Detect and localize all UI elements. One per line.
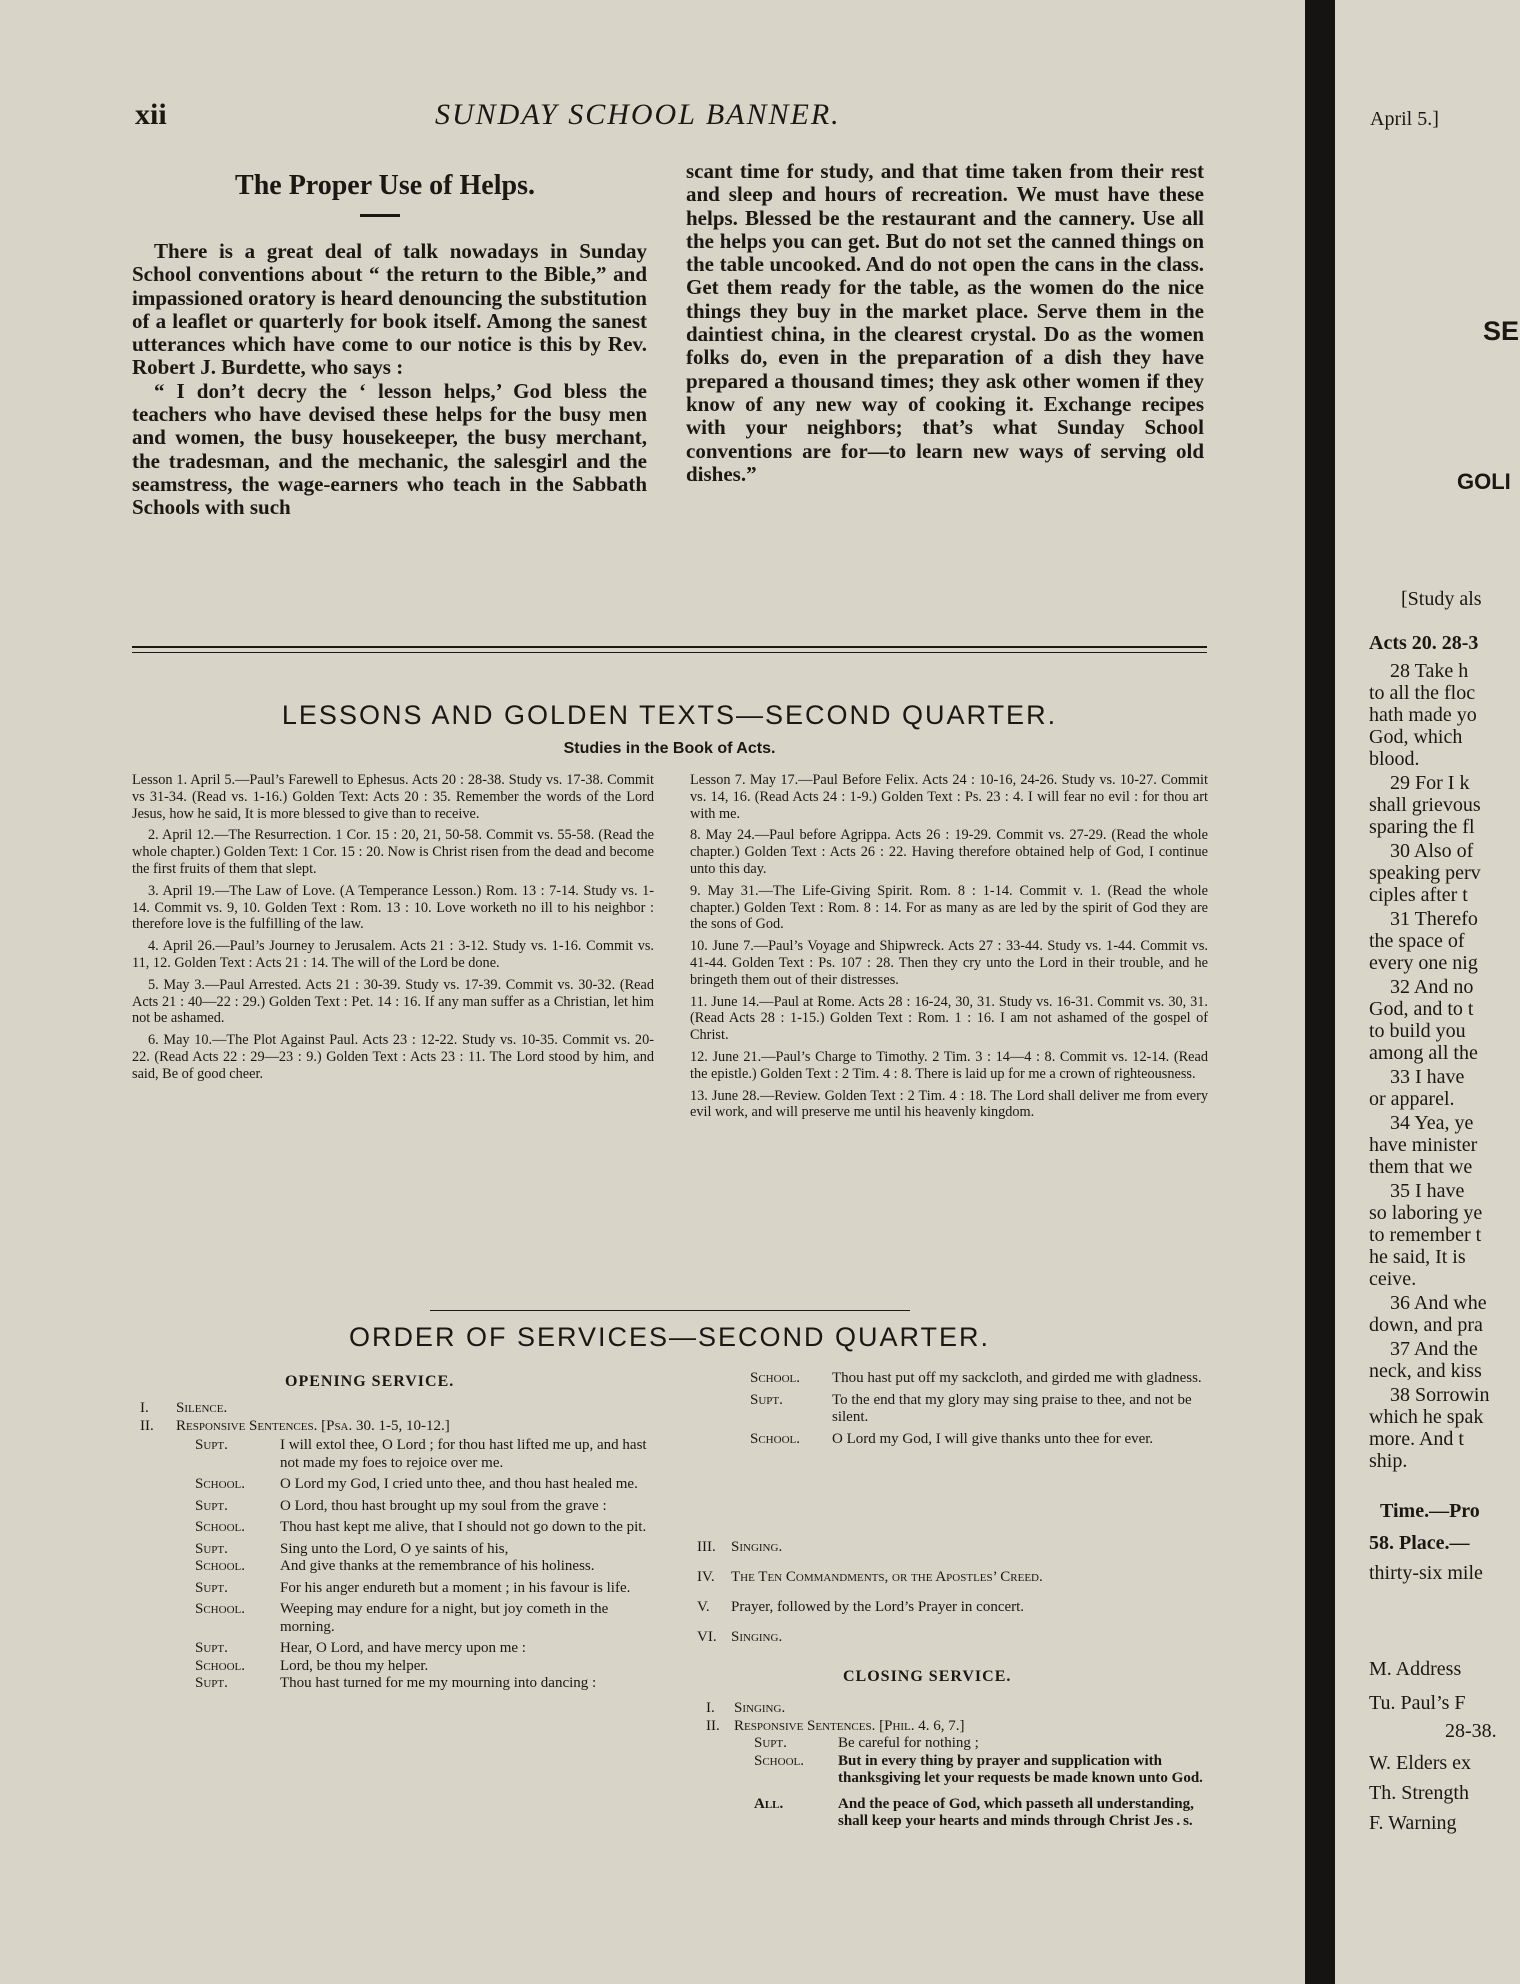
adjacent-page-line: W. Elders ex (1369, 1752, 1472, 1774)
adjacent-page-line: God, which (1369, 726, 1463, 748)
responsive-line: School. O Lord my God, I will give thanks unto thee for ever. (750, 1430, 1154, 1447)
responsive-line: Supt. To the end that my glory may sing praise to thee, and not be silent. (750, 1391, 1192, 1425)
lessons-left-column (132, 772, 654, 1088)
adjacent-page-line: GOLI (1457, 469, 1511, 494)
opening-service-left (140, 1400, 660, 1693)
lesson-entry: 3. April 19.—The Law of Love. (A Temperance Lesson.) Rom. 13 : 7-14. Study vs. 1-14. Commit vs. 9, 10. Golden Text : Rom. 13 : 10. Love worketh no ill to his neighbor : therefore love is the fulfilling of the law. (132, 882, 654, 933)
service-item: VI. Singing. (697, 1629, 783, 1645)
adjacent-page-line: to remember t (1369, 1224, 1482, 1246)
adjacent-page-line: every one nig (1369, 952, 1478, 974)
adjacent-page-line: to build you (1369, 1020, 1466, 1042)
lesson-entry: Lesson 1. April 5.—Paul’s Farewell to Ephesus. Acts 20 : 28-38. Study vs. 17-38. Commit vs 31-34. (Read vs. 1-16.) Golden Text: Acts 20 : 35. Remember the words of the Lord Jesus, how he said, It is more blessed to give than to receive. (132, 772, 654, 822)
responsive-line: School. Thou hast put off my sackcloth, and girded me with gladness. (750, 1370, 1202, 1386)
lessons-subheading: Studies in the Book of Acts. (563, 740, 776, 757)
adjacent-page-line: Acts 20. 28-3 (1369, 632, 1479, 654)
lesson-entry: 9. May 31.—The Life-Giving Spirit. Rom. 8 : 1-14. Commit v. 1. (Read the whole chapter.) Golden Text : Rom. 8 : 14. For as many as are led by the spirit of God they are the sons of God. (690, 882, 1208, 933)
lesson-entry: Lesson 7. May 17.—Paul Before Felix. Acts 24 : 10-16, 24-26. Study vs. 10-27. Commit vs. 14, 16. (Read Acts 24 : 1-9.) Golden Text : Ps. 23 : 4. I will fear no evil : for thou art with me. (690, 772, 1208, 822)
adjacent-page-line: thirty-six mile (1369, 1562, 1483, 1584)
service-item: II. Responsive Sentences. [Phil. 4. 6, 7.] (706, 1717, 965, 1734)
responsive-line: Supt. Be careful for nothing ; (754, 1735, 979, 1751)
adjacent-page-line: ciples after t (1369, 884, 1468, 906)
service-item: V. Prayer, followed by the Lord’s Prayer in concert. (697, 1599, 1025, 1615)
page-folio: xii (135, 98, 167, 131)
responsive-line: Supt. For his anger endureth but a moment ; in his favour is life. (195, 1579, 631, 1596)
adjacent-page-line: the space of (1369, 930, 1465, 952)
adjacent-page-line: ship. (1369, 1450, 1408, 1472)
responsive-line: Supt. Sing unto the Lord, O ye saints of his, (195, 1540, 509, 1557)
opening-items-right (697, 1532, 1207, 1652)
lessons-heading: LESSONS AND GOLDEN TEXTS—SECOND QUARTER. (281, 700, 1058, 730)
adjacent-page-line: he said, It is (1369, 1246, 1466, 1268)
lesson-entry: 5. May 3.—Paul Arrested. Acts 21 : 30-39. Study vs. 17-39. Commit vs. 30-32. (Read Acts 21 : 40—22 : 29.) Golden Text : Pet. 14 : 16. If any man suffer as a Christian, let him not be ashamed. (132, 976, 654, 1027)
adjacent-page-fragment (1335, 0, 1520, 1984)
article-paragraph-2: “ I don’t decry the ‘ lesson helps,’ God bless the teachers who have devised these helps for the busy men and women, the busy housekeeper, the busy merchant, the tradesman, and the mechanic, the salesgirl and the seamstress, the wage-earners who teach in the Sabbath Schools with such (132, 378, 647, 520)
adjacent-page-line: so laboring ye (1369, 1202, 1483, 1224)
adjacent-page-line: 33 I have (1390, 1066, 1465, 1088)
opening-service-right (750, 1370, 1212, 1448)
adjacent-page-line: April 5.] (1370, 108, 1439, 130)
adjacent-page-line: 29 For I k (1390, 772, 1470, 794)
opening-service-title: OPENING SERVICE. (285, 1373, 455, 1390)
adjacent-page-line: SE (1483, 316, 1520, 346)
section-rule (132, 646, 1207, 648)
adjacent-page-line: among all the (1369, 1042, 1478, 1064)
article-title: The Proper Use of Helps. (235, 170, 535, 201)
adjacent-page-line: Tu. Paul’s F (1369, 1692, 1466, 1714)
adjacent-page-line: 38 Sorrowin (1390, 1384, 1490, 1406)
responsive-line: Supt. O Lord, thou hast brought up my soul from the grave : (195, 1497, 607, 1514)
responsive-line: School. Thou hast kept me alive, that I should not go down to the pit. (195, 1519, 647, 1535)
closing-service (706, 1700, 1211, 1831)
lessons-right-column (690, 772, 1208, 1126)
article-column-1 (132, 240, 647, 520)
lesson-entry: 4. April 26.—Paul’s Journey to Jerusalem. Acts 21 : 3-12. Study vs. 1-16. Commit vs. 11, 12. Golden Text : Acts 21 : 14. The will of the Lord be done. (132, 938, 654, 971)
adjacent-page-line: F. Warning (1369, 1812, 1457, 1834)
article-paragraph-1: There is a great deal of talk nowadays in Sunday School conventions about “ the return to the Bible,” and impassioned oratory is heard denouncing the substitution of a leaflet or quarterly for book itself. Among the sanest utterances which have come to our notice is this by Rev. Robert J. Burdette, who says : (132, 239, 647, 380)
adjacent-page-line: 28 Take h (1390, 660, 1469, 682)
responsive-line: School. Lord, be thou my helper. (195, 1657, 429, 1674)
responsive-line: School. And give thanks at the remembrance of his holiness. (195, 1558, 595, 1574)
adjacent-page-line: blood. (1369, 748, 1420, 770)
closing-service-title: CLOSING SERVICE. (843, 1668, 1012, 1685)
responsive-line: School. O Lord my God, I cried unto thee, and thou hast healed me. (195, 1476, 638, 1492)
adjacent-page-line: God, and to t (1369, 998, 1474, 1020)
adjacent-page-line: Time.—Pro (1380, 1500, 1480, 1522)
adjacent-page-line: hath made yo (1369, 704, 1477, 726)
closing-responsive-lines (706, 1735, 1211, 1831)
title-dash (360, 214, 400, 217)
adjacent-page-line: 28-38. (1445, 1720, 1497, 1742)
running-head: SUNDAY SCHOOL BANNER. (435, 98, 841, 131)
adjacent-page-line: 37 And the (1390, 1338, 1478, 1360)
section-rule-thin (132, 652, 1207, 653)
service-item: IV. The Ten Commandments, or the Apostles’ Creed. (697, 1569, 1043, 1585)
adjacent-page-line: them that we (1369, 1156, 1473, 1178)
responsive-line: Supt. Thou hast turned for me my mourning into dancing : (195, 1675, 597, 1691)
adjacent-page-line: to all the floc (1369, 682, 1476, 704)
adjacent-page-line: which he spak (1369, 1406, 1484, 1428)
adjacent-page-line: 30 Also of (1390, 840, 1474, 862)
lesson-entry: 12. June 21.—Paul’s Charge to Timothy. 2 Tim. 3 : 14—4 : 8. Commit vs. 12-14. (Read the epistle.) Golden Text : 2 Tim. 4 : 8. There is laid up for me a crown of righteousness. (690, 1048, 1208, 1082)
responsive-line: School. But in every thing by prayer and supplication with thanksgiving let your requests be made known unto God. (754, 1752, 1203, 1786)
adjacent-page-line: or apparel. (1369, 1088, 1455, 1110)
adjacent-page-line: [Study als (1401, 588, 1482, 610)
responsive-line: All. And the peace of God, which passeth all understanding, shall keep your hearts and minds through Christ Jes . s. (754, 1795, 1194, 1829)
short-rule (430, 1310, 910, 1311)
book-gutter (1305, 0, 1335, 1984)
adjacent-page-line: shall grievous (1369, 794, 1481, 816)
adjacent-page-line: more. And t (1369, 1428, 1464, 1450)
adjacent-page-line: down, and pra (1369, 1314, 1483, 1336)
article-paragraph-3: scant time for study, and that time taken from their rest and sleep and hours of recreation. We must have these helps. Blessed be the restaurant and the cannery. Use all the helps you can get. But do not set the canned things on the table uncooked. And do not open the cans in the class. Get them ready for the table, as the women do the nice things they buy in the market place. Serve them in the daintiest china, in the clearest crystal. Do as the women folks do, even in the preparation of a dish they have prepared a thousand times; they ask other women if they know of any new way of cooking it. Exchange recipes with your neighbors; that’s what Sunday School conventions are for—to learn new ways of serving old dishes.” (686, 159, 1204, 486)
lesson-entry: 10. June 7.—Paul’s Voyage and Shipwreck. Acts 27 : 33-44. Study vs. 1-44. Commit vs. 41-44. Golden Text : Ps. 107 : 28. Then they cry unto the Lord in their trouble, and he bringeth them out of their distresses. (690, 938, 1208, 988)
responsive-line: Supt. Hear, O Lord, and have mercy upon me : (195, 1640, 526, 1656)
lesson-entry: 8. May 24.—Paul before Agrippa. Acts 26 : 19-29. Commit vs. 27-29. (Read the whole chapter.) Golden Text : Acts 26 : 22. Having therefore obtained help of God, I continue unto this day. (690, 827, 1208, 877)
adjacent-page-line: 32 And no (1390, 976, 1474, 998)
responsive-line: School. Weeping may endure for a night, but joy cometh in the morning. (195, 1601, 609, 1635)
responsive-lines (140, 1437, 660, 1693)
service-item: I. Silence. (140, 1400, 228, 1416)
service-item: III. Singing. (697, 1539, 783, 1555)
adjacent-page-line: sparing the fl (1369, 816, 1475, 838)
service-item: II. Responsive Sentences. [Psa. 30. 1-5, 10-12.] (140, 1417, 450, 1434)
lesson-entry: 11. June 14.—Paul at Rome. Acts 28 : 16-24, 30, 31. Study vs. 16-31. Commit vs. 30, 31. (Read Acts 28 : 1-15.) Golden Text : Rom. 1 : 16. I am not ashamed of the gospel of Christ. (690, 993, 1208, 1044)
services-heading: ORDER OF SERVICES—SECOND QUARTER. (348, 1322, 991, 1352)
adjacent-page-line: have minister (1369, 1134, 1478, 1156)
adjacent-page-line: speaking perv (1369, 862, 1481, 884)
lesson-entry: 6. May 10.—The Plot Against Paul. Acts 23 : 12-22. Study vs. 10-35. Commit vs. 20-22. (Read Acts 22 : 29—23 : 9.) Golden Text : Acts 23 : 11. The Lord stood by him, and said, Be of good cheer. (132, 1032, 654, 1082)
adjacent-page-line: 35 I have (1390, 1180, 1465, 1202)
responsive-line: Supt. I will extol thee, O Lord ; for thou hast lifted me up, and hast not made my foes to rejoice over me. (195, 1437, 647, 1471)
service-item: I. Singing. (706, 1700, 786, 1716)
lesson-entry: 2. April 12.—The Resurrection. 1 Cor. 15 : 20, 21, 50-58. Commit vs. 55-58. (Read the whole chapter.) Golden Text: 1 Cor. 15 : 20. Now is Christ risen from the dead and become the first fruits of them that slept. (132, 827, 654, 877)
adjacent-page-line: 34 Yea, ye (1390, 1112, 1474, 1134)
adjacent-page-line: M. Address (1369, 1658, 1462, 1680)
adjacent-page-line: Th. Strength (1369, 1782, 1469, 1804)
article-column-2 (686, 160, 1204, 486)
adjacent-page-line: ceive. (1369, 1268, 1417, 1290)
adjacent-page-line: 36 And whe (1390, 1292, 1487, 1314)
adjacent-page-line: neck, and kiss (1369, 1360, 1482, 1382)
adjacent-page-line: 58. Place.— (1369, 1532, 1470, 1554)
lesson-entry: 13. June 28.—Review. Golden Text : 2 Tim. 4 : 18. The Lord shall deliver me from every evil work, and will preserve me until his heavenly kingdom. (690, 1087, 1208, 1121)
adjacent-page-line: 31 Therefo (1390, 908, 1478, 930)
